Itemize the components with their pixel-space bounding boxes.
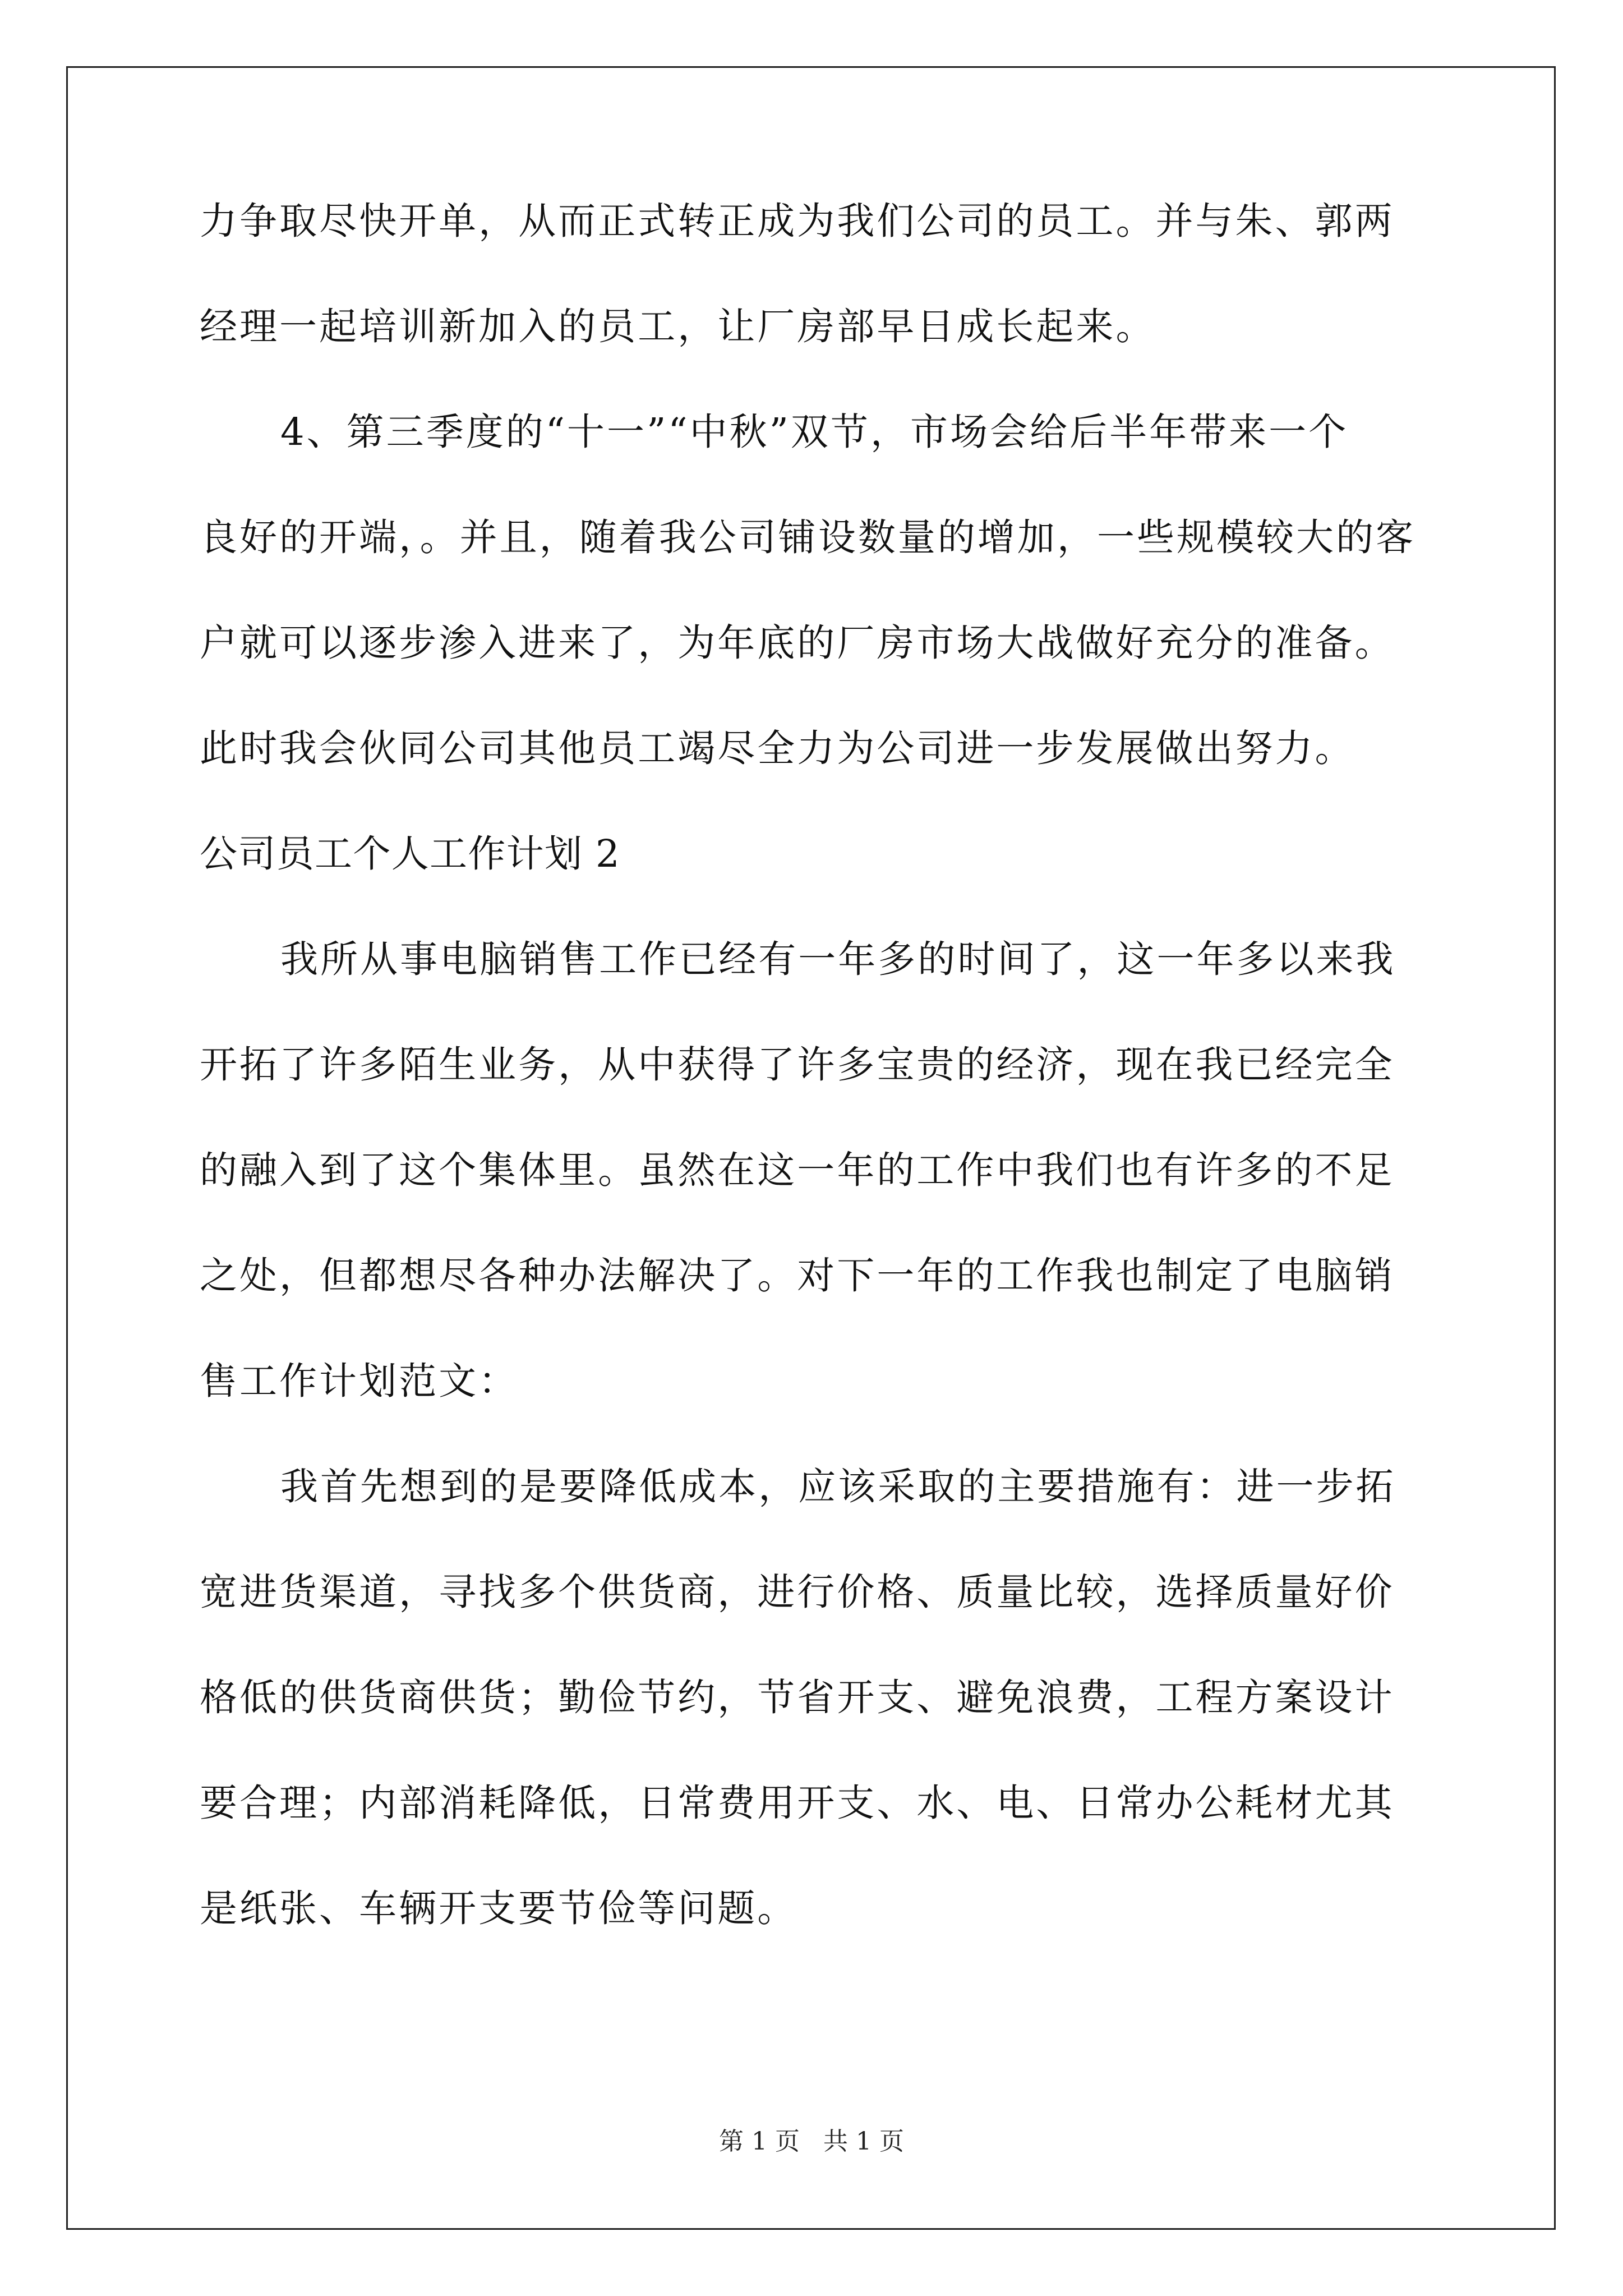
document-body xyxy=(200,168,1431,1961)
paragraph-item-4 xyxy=(200,379,1431,801)
section-heading xyxy=(200,801,1431,907)
text-line: 售工作计划范文： xyxy=(200,1359,519,1403)
page-footer xyxy=(0,2125,1623,2159)
paragraph-continuation xyxy=(200,168,1431,379)
text-line: 我首先想到的是要降低成本，应该采取的主要措施有：进一步拓 xyxy=(280,1465,1396,1508)
text-line: 4、第三季度的“十一”“中秋”双节，市场会给后半年带来一个 xyxy=(280,410,1349,454)
footer-gap xyxy=(800,2127,823,2156)
text-line: 我所从事电脑销售工作已经有一年多的时间了，这一年多以来我 xyxy=(280,937,1396,981)
heading-text: 公司员工个人工作计划 2 xyxy=(200,832,621,876)
text-line: 力争取尽快开单，从而正式转正成为我们公司的员工。并与朱、郭两 xyxy=(200,199,1395,243)
text-line: 此时我会伙同公司其他员工竭尽全力为公司进一步发展做出努力。 xyxy=(200,726,1355,770)
text-line: 要合理；内部消耗降低，日常费用开支、水、电、日常办公耗材尤其 xyxy=(200,1781,1395,1825)
page-number: 第 1 页 xyxy=(719,2127,800,2156)
text-line: 良好的开端，。并且，随着我公司铺设数量的增加，一些规模较大的客 xyxy=(200,516,1416,559)
page-total: 共 1 页 xyxy=(823,2127,904,2156)
text-line: 户就可以逐步渗入进来了，为年底的厂房市场大战做好充分的准备。 xyxy=(200,621,1395,665)
text-line: 宽进货渠道，寻找多个供货商，进行价格、质量比较，选择质量好价 xyxy=(200,1570,1395,1614)
paragraph-intro xyxy=(200,907,1431,1434)
text-line: 的融入到了这个集体里。虽然在这一年的工作中我们也有许多的不足 xyxy=(200,1148,1395,1192)
text-line: 之处，但都想尽各种办法解决了。对下一年的工作我也制定了电脑销 xyxy=(200,1254,1395,1297)
text-line: 格低的供货商供货；勤俭节约，节省开支、避免浪费，工程方案设计 xyxy=(200,1676,1395,1719)
text-line: 经理一起培训新加入的员工，让厂房部早日成长起来。 xyxy=(200,305,1156,348)
text-line: 是纸张、车辆开支要节俭等问题。 xyxy=(200,1887,797,1930)
text-line: 开拓了许多陌生业务，从中获得了许多宝贵的经济，现在我已经完全 xyxy=(200,1043,1395,1087)
paragraph-cost-reduction xyxy=(200,1434,1431,1961)
